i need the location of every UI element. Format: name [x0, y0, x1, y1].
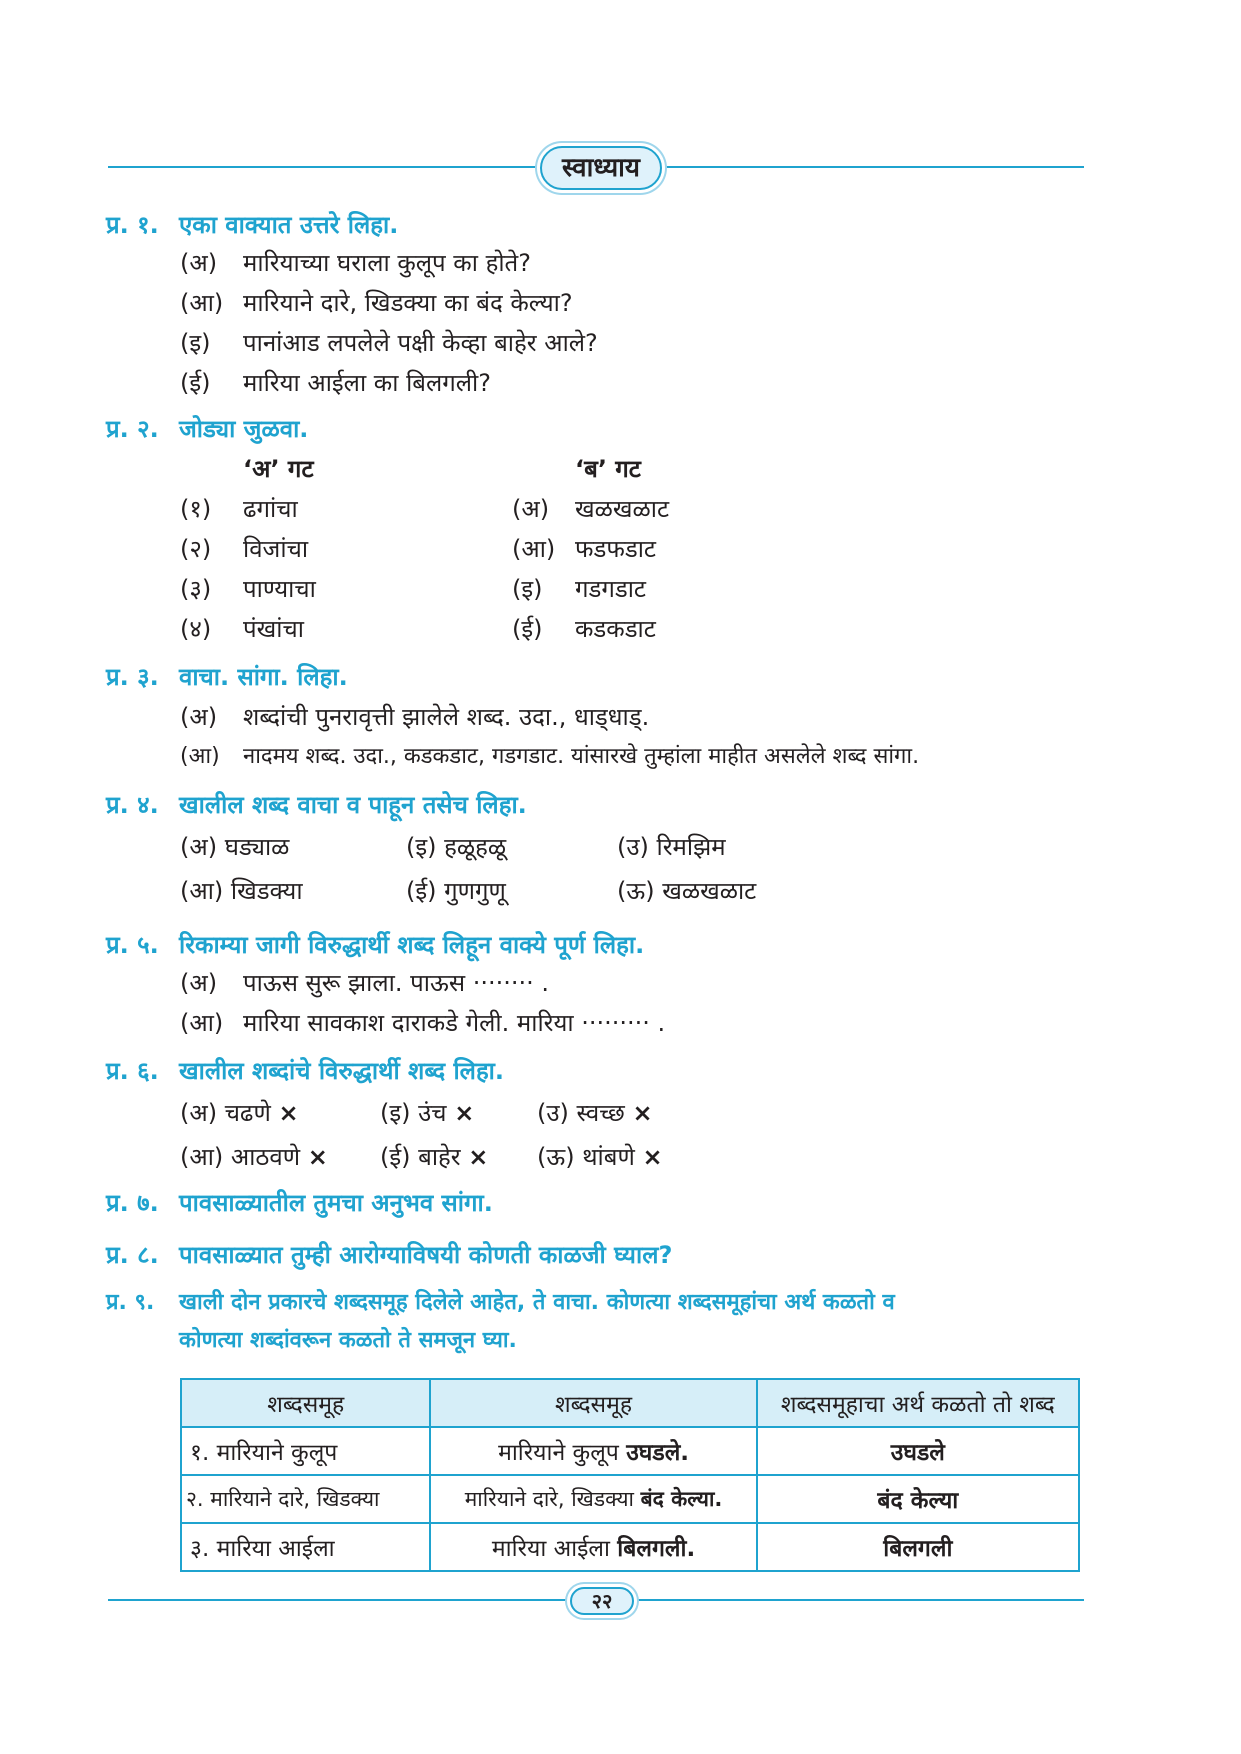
match-b: (आ) फडफडाट — [512, 535, 656, 563]
table-cell: २. मारियाने दारे, खिडक्या — [181, 1475, 430, 1523]
word-item: (उ) स्वच्छ × — [537, 1099, 653, 1127]
cross-icon: × — [307, 1143, 328, 1171]
table-cell: मारियाने दारे, खिडक्या बंद केल्या. — [430, 1475, 756, 1523]
table-cell: १. मारियाने कुलूप — [181, 1427, 430, 1475]
table-row — [181, 1475, 1079, 1523]
page-number: २२ — [570, 1587, 634, 1615]
match-a: (१) ढगांचा — [180, 495, 298, 523]
question-7: प्र. ७. पावसाळ्यातील तुमचा अनुभव सांगा. — [106, 1189, 493, 1217]
header-rule-right — [662, 166, 1084, 168]
group-b-heading: ‘ब’ गट — [575, 455, 641, 483]
question-3: प्र. ३. वाचा. सांगा. लिहा. — [106, 663, 348, 691]
table-header: शब्दसमूह — [430, 1379, 756, 1427]
word-item: (अ) चढणे × — [180, 1099, 299, 1127]
word-item: (ऊ) थांबणे × — [537, 1143, 663, 1171]
group-a-heading: ‘अ’ गट — [243, 455, 314, 483]
question-9-line-2: कोणत्या शब्दांवरून कळतो ते समजून घ्या. — [179, 1328, 517, 1353]
cross-icon: × — [454, 1099, 475, 1127]
header-rule-left — [108, 166, 538, 168]
word-item: (ई) बाहेर × — [380, 1143, 489, 1171]
answer-item: (आ) मारिया सावकाश दाराकडे गेली. मारिया ········· . — [180, 1009, 666, 1037]
question-title: एका वाक्यात उत्तरे लिहा. — [179, 211, 399, 239]
table-cell: बंद केल्या — [757, 1475, 1079, 1523]
word-item: (आ) खिडक्या — [180, 877, 303, 905]
footer-rule-left — [108, 1599, 568, 1601]
table-row — [181, 1523, 1079, 1571]
match-b: (इ) गडगडाट — [512, 575, 647, 603]
table-cell: मारियाने कुलूप उघडले. — [430, 1427, 756, 1475]
question-2: प्र. २. जोड्या जुळवा. — [106, 415, 309, 443]
section-title: स्वाध्याय — [540, 146, 662, 190]
question-1 — [106, 208, 398, 241]
answer-item: (अ) पाऊस सुरू झाला. पाऊस ········ . — [180, 969, 549, 997]
table-row — [181, 1427, 1079, 1475]
question-4: प्र. ४. खालील शब्द वाचा व पाहून तसेच लिहा. — [106, 791, 527, 819]
word-item: (आ) आठवणे × — [180, 1143, 328, 1171]
word-item: (इ) हळूहळू — [406, 833, 507, 861]
answer-item: (इ) पानांआड लपलेले पक्षी केव्हा बाहेर आले? — [180, 329, 598, 357]
question-9: प्र. ९. खाली दोन प्रकारचे शब्दसमूह दिलेले आहेत, ते वाचा. कोणत्या शब्दसमूहांचा अर्थ कळतो व — [106, 1290, 895, 1315]
table-cell: उघडले — [757, 1427, 1079, 1475]
table-header: शब्दसमूह — [181, 1379, 430, 1427]
answer-item: (अ) मारियाच्या घराला कुलूप का होते? — [180, 249, 531, 277]
match-b: (ई) कडकडाट — [512, 615, 656, 643]
answer-item: (आ) नादमय शब्द. उदा., कडकडाट, गडगडाट. यांसारखे तुम्हांला माहीत असलेले शब्द सांगा. — [180, 744, 920, 769]
answer-item: (ई) मारिया आईला का बिलगली? — [180, 369, 492, 397]
word-item: (इ) उंच × — [380, 1099, 475, 1127]
question-6: प्र. ६. खालील शब्दांचे विरुद्धार्थी शब्द लिहा. — [106, 1057, 505, 1085]
word-item: (अ) घड्याळ — [180, 833, 290, 861]
match-a: (३) पाण्याचा — [180, 575, 316, 603]
question-5: प्र. ५. रिकाम्या जागी विरुद्धार्थी शब्द लिहून वाक्ये पूर्ण लिहा. — [106, 931, 645, 959]
cross-icon: × — [278, 1099, 299, 1127]
table-cell: मारिया आईला बिलगली. — [430, 1523, 756, 1571]
answer-item: (अ) शब्दांची पुनरावृत्ती झालेले शब्द. उदा., धाड्धाड्. — [180, 703, 650, 731]
table-header: शब्दसमूहाचा अर्थ कळतो तो शब्द — [757, 1379, 1079, 1427]
word-item: (ऊ) खळखळाट — [617, 877, 757, 905]
question-number: प्र. १. — [106, 211, 159, 239]
match-b: (अ) खळखळाट — [512, 495, 670, 523]
match-a: (२) विजांचा — [180, 535, 309, 563]
word-item: (उ) रिमझिम — [617, 833, 726, 861]
cross-icon: × — [468, 1143, 489, 1171]
table-header-row — [181, 1379, 1079, 1427]
table-cell: ३. मारिया आईला — [181, 1523, 430, 1571]
cross-icon: × — [632, 1099, 653, 1127]
question-8: प्र. ८. पावसाळ्यात तुम्ही आरोग्याविषयी कोणती काळजी घ्याल? — [106, 1241, 673, 1269]
word-item: (ई) गुणगुणू — [406, 877, 506, 905]
table-cell: बिलगली — [757, 1523, 1079, 1571]
footer-rule-right — [632, 1599, 1084, 1601]
match-a: (४) पंखांचा — [180, 615, 304, 643]
word-group-table — [180, 1378, 1080, 1572]
cross-icon: × — [642, 1143, 663, 1171]
answer-item: (आ) मारियाने दारे, खिडक्या का बंद केल्या? — [180, 289, 573, 317]
